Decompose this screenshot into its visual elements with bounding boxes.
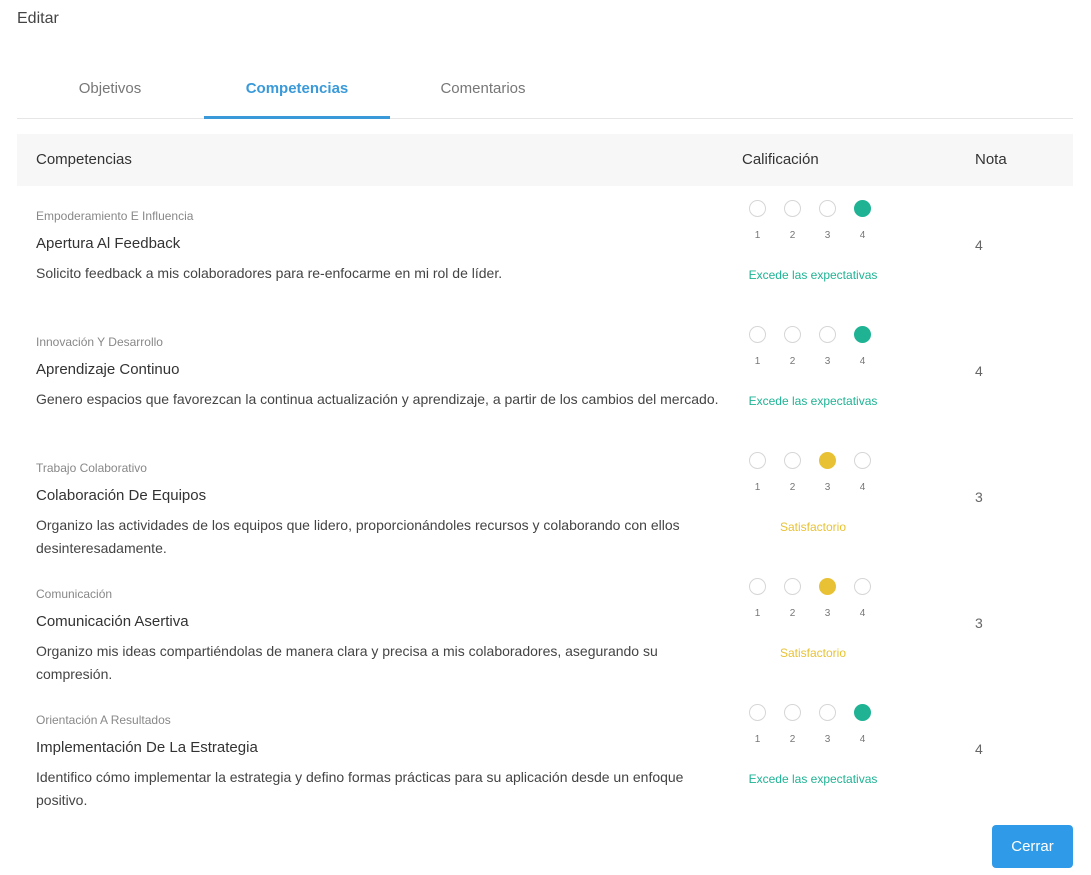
rating-option-2[interactable]: [784, 326, 801, 343]
rating-number-1: 1: [754, 734, 761, 745]
rating-number-4: 4: [859, 356, 866, 367]
rating-option-1[interactable]: [749, 200, 766, 217]
rating-number-3: 3: [824, 482, 831, 493]
rating-option-2[interactable]: [784, 200, 801, 217]
rating-label: Excede las expectativas: [748, 394, 878, 408]
competency-name: Implementación De La Estrategia: [36, 739, 258, 756]
rating-label: Excede las expectativas: [748, 268, 878, 282]
competency-description: Solicito feedback a mis colaboradores para re-enfocarme en mi rol de líder.: [36, 265, 503, 281]
rating-option-1[interactable]: [749, 578, 766, 595]
rating-number-4: 4: [859, 608, 866, 619]
page-title: Editar: [17, 10, 59, 27]
rating-option-4[interactable]: [854, 578, 871, 595]
rating-number-3: 3: [824, 734, 831, 745]
rating-note: 4: [975, 363, 983, 379]
rating-option-3[interactable]: [819, 578, 836, 595]
rating-number-1: 1: [754, 608, 761, 619]
competency-name: Apertura Al Feedback: [36, 235, 181, 252]
competency-description: Organizo mis ideas compartiéndolas de manera clara y precisa a mis colaboradores, asegurando su compresión.: [36, 643, 658, 682]
rating-note: 4: [975, 237, 983, 253]
rating-number-4: 4: [859, 230, 866, 241]
competency-category: Trabajo Colaborativo: [36, 461, 147, 475]
rating-label: Satisfactorio: [779, 520, 847, 534]
rating-number-3: 3: [824, 230, 831, 241]
tab-bar: [17, 64, 1073, 119]
rating-option-3[interactable]: [819, 452, 836, 469]
competency-category: Orientación A Resultados: [36, 713, 171, 727]
rating-label: Excede las expectativas: [748, 772, 878, 786]
rating-option-4[interactable]: [854, 326, 871, 343]
rating-number-2: 2: [789, 608, 796, 619]
rating-option-2[interactable]: [784, 704, 801, 721]
rating-option-1[interactable]: [749, 704, 766, 721]
tab-objetivos[interactable]: Objetivos: [78, 80, 142, 97]
rating-number-2: 2: [789, 482, 796, 493]
rating-number-1: 1: [754, 482, 761, 493]
table-row: [17, 312, 1073, 438]
table-row: [17, 564, 1073, 690]
rating-number-3: 3: [824, 608, 831, 619]
rating-number-2: 2: [789, 356, 796, 367]
rating-selector: [743, 578, 893, 678]
rating-selector: [743, 200, 893, 300]
header-calificacion: Calificación: [742, 151, 819, 168]
rating-option-2[interactable]: [784, 578, 801, 595]
rating-number-2: 2: [789, 230, 796, 241]
tab-competencias[interactable]: Competencias: [204, 64, 390, 118]
rating-note: 4: [975, 741, 983, 757]
header-competencias: Competencias: [36, 151, 132, 168]
rating-option-4[interactable]: [854, 452, 871, 469]
rating-selector: [743, 326, 893, 426]
competency-category: Empoderamiento E Influencia: [36, 209, 194, 223]
rating-number-4: 4: [859, 734, 866, 745]
header-nota: Nota: [975, 151, 1007, 168]
table-row: [17, 438, 1073, 564]
rating-option-4[interactable]: [854, 200, 871, 217]
rating-number-1: 1: [754, 230, 761, 241]
rating-option-3[interactable]: [819, 704, 836, 721]
rating-option-3[interactable]: [819, 200, 836, 217]
rating-number-3: 3: [824, 356, 831, 367]
table-row: [17, 690, 1073, 816]
rating-note: 3: [975, 489, 983, 505]
rating-selector: [743, 704, 893, 804]
close-button[interactable]: Cerrar: [992, 825, 1073, 868]
rating-option-3[interactable]: [819, 326, 836, 343]
competency-name: Aprendizaje Continuo: [36, 361, 180, 378]
rating-number-1: 1: [754, 356, 761, 367]
rating-label: Satisfactorio: [779, 646, 847, 660]
competency-name: Comunicación Asertiva: [36, 613, 189, 630]
rating-option-4[interactable]: [854, 704, 871, 721]
rating-option-2[interactable]: [784, 452, 801, 469]
competency-list: [17, 186, 1073, 816]
rating-number-2: 2: [789, 734, 796, 745]
rating-note: 3: [975, 615, 983, 631]
table-header: [17, 134, 1073, 186]
rating-selector: [743, 452, 893, 552]
competency-description: Organizo las actividades de los equipos que lidero, proporcionándoles recursos y colaborando con ellos desinteresadamente.: [36, 517, 680, 556]
rating-number-4: 4: [859, 482, 866, 493]
tab-comentarios[interactable]: Comentarios: [440, 80, 526, 97]
rating-option-1[interactable]: [749, 452, 766, 469]
competency-description: Genero espacios que favorezcan la continua actualización y aprendizaje, a partir de los cambios del mercado.: [36, 391, 719, 407]
competency-category: Comunicación: [36, 587, 113, 601]
competency-category: Innovación Y Desarrollo: [36, 335, 163, 349]
rating-option-1[interactable]: [749, 326, 766, 343]
table-row: [17, 186, 1073, 312]
competency-description: Identifico cómo implementar la estrategia y defino formas prácticas para su aplicación desde un enfoque positivo.: [36, 769, 684, 808]
competency-name: Colaboración De Equipos: [36, 487, 207, 504]
